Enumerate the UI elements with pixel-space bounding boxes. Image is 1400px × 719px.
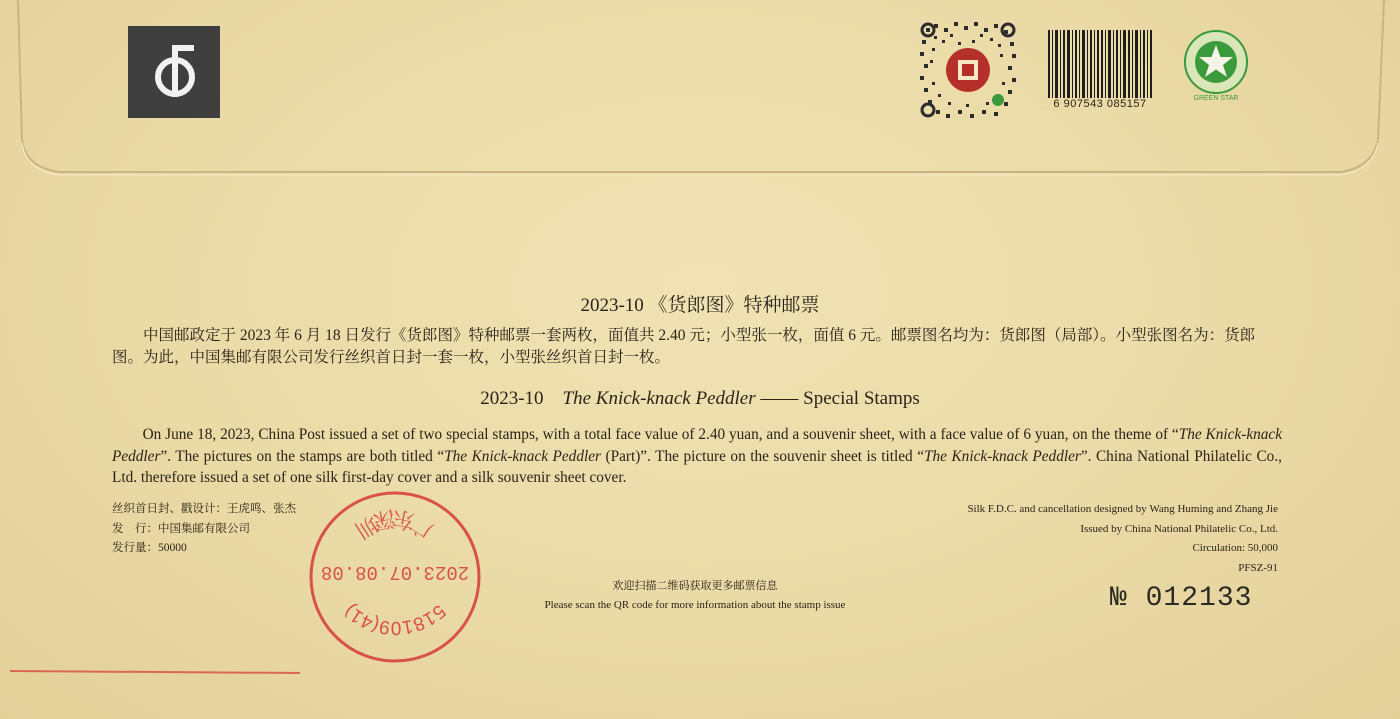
scan-qr-note bbox=[460, 577, 930, 615]
credit-circulation-en: Circulation: 50,000 bbox=[1192, 542, 1278, 554]
english-title-name: The Knick-knack Peddler bbox=[562, 388, 756, 409]
qr-code-icon[interactable] bbox=[918, 20, 1018, 120]
english-title-suffix: —— Special Stamps bbox=[760, 388, 920, 409]
credit-circulation: 发行量：50000 bbox=[112, 542, 187, 554]
english-body-part: ”. China National Philatelic Co., Ltd. therefore issued a set of one silk first-day cover and a silk souvenir sheet cover. bbox=[112, 447, 1282, 486]
phi-logo-icon bbox=[139, 37, 209, 107]
svg-text:广东深圳 bbox=[350, 504, 438, 542]
english-credits bbox=[880, 500, 1278, 578]
credit-design-en: Silk F.D.C. and cancellation designed by Wang Huming and Zhang Jie bbox=[967, 503, 1278, 515]
barcode-number: 6 907543 085157 bbox=[1040, 98, 1160, 110]
english-body-italic: The Knick-knack Peddler bbox=[444, 447, 601, 465]
scan-note-en: Please scan the QR code for more information about the stamp issue bbox=[544, 599, 846, 611]
chinese-body: 中国邮政定于 2023 年 6 月 18 日发行《货郎图》特种邮票一套两枚，面值共 2.40 元；小型张一枚，面值 6 元。邮票图名均为：货郎图（局部）。小型张图名为：货郎图。为此，中国集邮有限公司发行丝织首日封一套一枚，小型张丝织首日封一枚。 bbox=[112, 327, 1256, 366]
english-body bbox=[112, 424, 1282, 489]
scan-note-cn: 欢迎扫描二维码获取更多邮票信息 bbox=[612, 580, 778, 592]
postmark-code: 518109(41) bbox=[340, 600, 450, 638]
red-line-mark bbox=[10, 670, 300, 674]
svg-text:518109(41) bbox=[340, 600, 449, 638]
english-title bbox=[0, 388, 1400, 410]
green-star-icon bbox=[1180, 28, 1252, 104]
chinese-credits bbox=[112, 500, 296, 559]
credit-issuer-en: Issued by China National Philatelic Co., Ltd. bbox=[1080, 522, 1278, 535]
postmark-cancellation bbox=[306, 488, 484, 666]
publisher-logo bbox=[128, 26, 220, 118]
green-star-label: GREEN STAR bbox=[1193, 95, 1239, 102]
english-body-part: (Part)”. The picture on the souvenir sheet is titled “ bbox=[600, 447, 925, 465]
chinese-title: 2023-10 《货郎图》特种邮票 bbox=[580, 295, 820, 316]
english-body-part: On June 18, 2023, China Post issued a set of two special stamps, with a total face value of 2.40 yuan, and a souvenir sheet, with a face value of 6 yuan, on the theme of “ bbox=[142, 426, 1179, 443]
english-body-italic: The Knick-knack Peddler bbox=[112, 426, 1282, 465]
credit-design: 丝织首日封、戳设计：王虎鸣、张杰 bbox=[112, 503, 296, 515]
credit-issuer: 发 行：中国集邮有限公司 bbox=[112, 522, 250, 535]
english-title-number: 2023-10 bbox=[480, 388, 544, 409]
english-body-part: ”. The pictures on the stamps are both titled “ bbox=[160, 447, 445, 465]
postmark-place: 广东深圳 bbox=[350, 504, 438, 543]
postmark-date: 2023.07.08.08 bbox=[320, 561, 470, 583]
catalog-code: PFSZ-91 bbox=[1238, 561, 1278, 574]
serial-number: № 012133 bbox=[1110, 583, 1253, 614]
english-body-italic: The Knick-knack Peddler bbox=[924, 447, 1081, 465]
